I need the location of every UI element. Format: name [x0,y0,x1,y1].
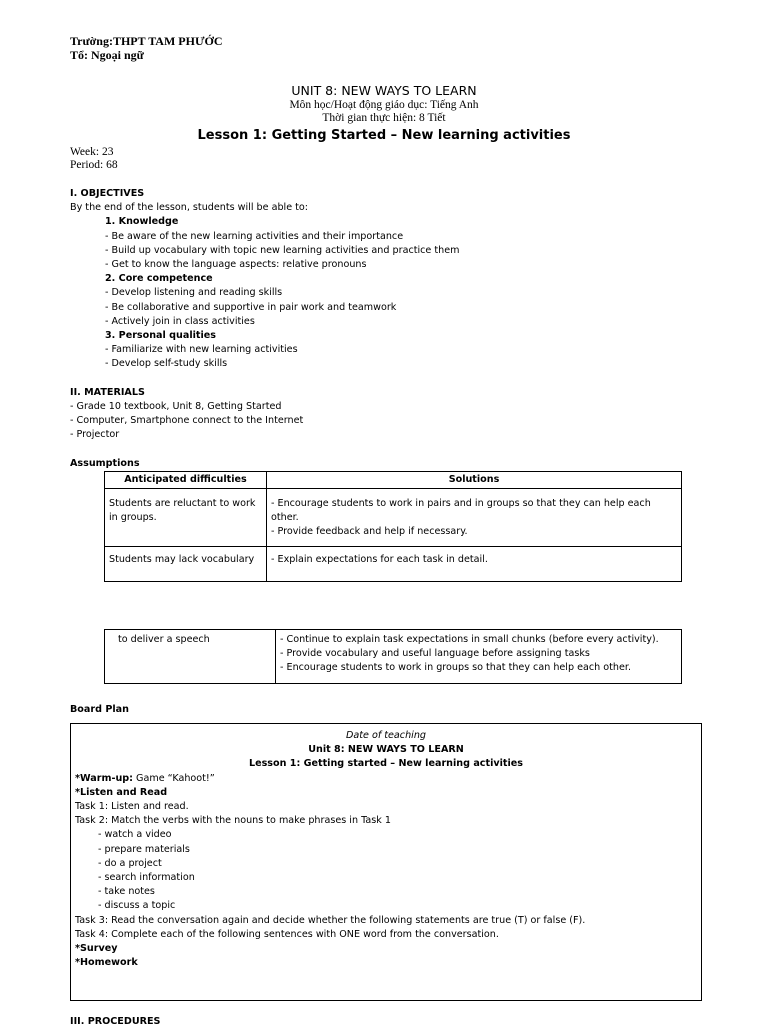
board-lesson: Lesson 1: Getting started – New learning activities [248,758,524,770]
objectives-section [70,187,710,472]
objective-item: - Get to know the language aspects: relative pronouns [105,259,367,271]
objective-item: - Be collaborative and supportive in pair work and teamwork [105,301,397,313]
school-name: Trường:THPT TAM PHƯỚC [70,34,223,48]
period-label: Period: 68 [70,159,118,171]
board-warmup: *Warm-up: Game “Kahoot!” [75,772,215,784]
objective-item: - Develop listening and reading skills [105,287,283,299]
difficulty-cell: Students may lack vocabulary [105,547,267,582]
board-survey: *Survey [75,943,118,955]
duration-line: Thời gian thực hiện: 8 Tiết [322,112,446,124]
material-item: - Grade 10 textbook, Unit 8, Getting Started [70,400,282,412]
solution-cell: - Explain expectations for each task in detail. [267,547,682,582]
board-task: Task 4: Complete each of the following sentences with ONE word from the conversation. [75,928,499,940]
materials-heading: II. MATERIALS [70,386,145,398]
board-task: Task 3: Read the conversation again and decide whether the following statements are true (T) or false (F). [75,914,586,926]
objective-section-title: 1. Knowledge [105,216,179,228]
assumptions-table [104,471,682,582]
week-label: Week: 23 [70,146,114,158]
board-phrase: - discuss a topic [98,900,176,912]
board-plan-heading: Board Plan [70,704,129,715]
department-name: Tổ: Ngoại ngữ [70,48,144,62]
assumptions-heading: Assumptions [70,458,140,470]
board-phrase: - search information [98,872,195,884]
objective-item: - Be aware of the new learning activities and their importance [105,230,404,242]
board-phrase: - do a project [98,857,162,869]
objective-section-title: 3. Personal qualities [105,330,217,342]
table-row [105,489,682,547]
board-plan-box [70,723,702,1001]
table-header-row [105,472,682,489]
objective-item: - Familiarize with new learning activities [105,344,298,356]
table-row [105,630,682,684]
board-homework: *Homework [75,957,138,969]
board-date: Date of teaching [345,730,426,741]
objectives-intro: By the end of the lesson, students will be able to: [70,202,309,214]
solution-cell: - Encourage students to work in pairs and in groups so that they can help each other. - Provide feedback and help if necessary. [267,489,682,547]
subject-line: Môn học/Hoạt động giáo dục: Tiếng Anh [289,99,479,111]
difficulty-cell: Students are reluctant to work in groups. [105,489,267,547]
material-item: - Projector [70,429,120,441]
board-listen-read: *Listen and Read [75,786,168,798]
table-row [105,547,682,582]
board-phrase: - prepare materials [98,843,190,855]
objective-section-title: 2. Core competence [105,273,213,285]
objective-item: - Actively join in class activities [105,315,255,327]
board-unit: Unit 8: NEW WAYS TO LEARN [308,744,464,756]
difficulty-cell: to deliver a speech [105,630,276,684]
column-header: Anticipated difficulties [105,472,267,489]
objectives-heading: I. OBJECTIVES [70,188,145,199]
board-task: Task 1: Listen and read. [75,801,189,813]
board-task: Task 2: Match the verbs with the nouns to make phrases in Task 1 [75,815,391,827]
unit-title: UNIT 8: NEW WAYS TO LEARN [291,83,477,98]
board-phrase: - take notes [98,886,155,898]
objective-item: - Build up vocabulary with topic new learning activities and practice them [105,244,460,256]
procedures-heading: III. PROCEDURES [70,1016,161,1027]
lesson-title: Lesson 1: Getting Started – New learning activities [197,128,571,143]
board-phrase: - watch a video [98,829,172,841]
solution-cell: - Continue to explain task expectations in small chunks (before every activity). - Provide vocabulary and useful language before assigning tasks - Encourage students to work in groups so that they can help each other. [276,630,682,684]
assumptions-table-continued [104,629,682,684]
column-header: Solutions [267,472,682,489]
material-item: - Computer, Smartphone connect to the Internet [70,415,304,427]
objective-item: - Develop self-study skills [105,358,228,370]
